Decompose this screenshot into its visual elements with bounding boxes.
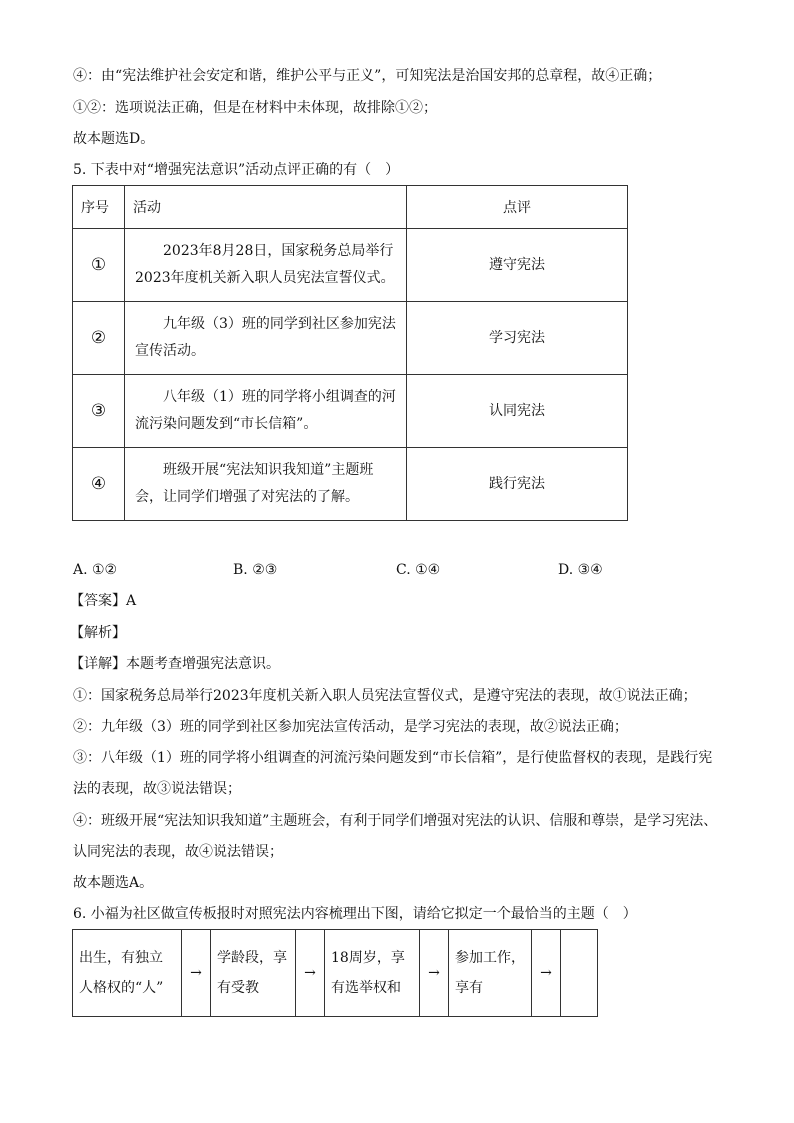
row-comment: 学习宪法 <box>407 302 628 375</box>
row-activity: 八年级（1）班的同学将小组调查的河流污染问题发到“市长信箱”。 <box>125 375 407 448</box>
question-6-stem: 6. 小福为社区做宣传板报时对照宪法内容梳理出下图，请给它拟定一个最恰当的主题（ ） <box>73 906 637 922</box>
row-num: ① <box>73 229 125 302</box>
question-5-stem: 5. 下表中对“增强宪法意识”活动点评正确的有（ ） <box>73 162 400 178</box>
explanation-line: ④：班级开展“宪法知识我知道”主题班会，有利于同学们增强对宪法的认识、信服和尊崇，是学习宪法、 <box>73 813 718 829</box>
flow-cell: 参加工作，享有 <box>449 930 532 1017</box>
header-num: 序号 <box>73 186 125 229</box>
row-comment: 认同宪法 <box>407 375 628 448</box>
arrow-icon: → <box>182 930 211 1017</box>
flow-cell: 出生，有独立人格权的“人” <box>73 930 182 1017</box>
option-c: C. ①④ <box>396 562 441 578</box>
answer: 【答案】A <box>70 593 137 609</box>
arrow-icon: → <box>296 930 325 1017</box>
flow-cell-empty <box>561 930 598 1017</box>
row-comment: 践行宪法 <box>407 448 628 521</box>
table-row <box>73 229 628 302</box>
row-num: ② <box>73 302 125 375</box>
activity-table <box>72 185 628 521</box>
header-comment: 点评 <box>407 186 628 229</box>
explanation-line: ③：八年级（1）班的同学将小组调查的河流污染问题发到“市长信箱”，是行使监督权的表现，是践行宪 <box>73 750 713 766</box>
flow-table <box>72 929 598 1017</box>
arrow-icon: → <box>532 930 561 1017</box>
row-activity: 2023年8月28日，国家税务总局举行2023年度机关新入职人员宪法宣誓仪式。 <box>125 229 407 302</box>
option-b: B. ②③ <box>233 562 278 578</box>
explanation-line: 法的表现，故③说法错误； <box>73 781 241 797</box>
line-1: ④：由“宪法维护社会安定和谐，维护公平与正义”，可知宪法是治国安邦的总章程，故④正确； <box>73 68 662 84</box>
arrow-icon: → <box>420 930 449 1017</box>
detail: 【详解】本题考查增强宪法意识。 <box>70 656 280 672</box>
option-d: D. ③④ <box>558 562 603 578</box>
line-3: 故本题选D。 <box>73 131 155 147</box>
explanation-line: 故本题选A。 <box>73 875 154 891</box>
table-header-row <box>73 186 628 229</box>
analysis-label: 【解析】 <box>70 625 126 641</box>
table-row <box>73 375 628 448</box>
table-row <box>73 302 628 375</box>
table-row <box>73 448 628 521</box>
line-2: ①②：选项说法正确，但是在材料中未体现，故排除①②； <box>73 100 437 116</box>
row-num: ④ <box>73 448 125 521</box>
option-a: A. ①② <box>73 562 118 578</box>
explanation-line: 认同宪法的表现，故④说法错误； <box>73 844 283 860</box>
row-activity: 九年级（3）班的同学到社区参加宪法宣传活动。 <box>125 302 407 375</box>
explanation-line: ①：国家税务总局举行2023年度机关新入职人员宪法宣誓仪式，是遵守宪法的表现，故①说法正确； <box>73 688 697 704</box>
flow-cell: 学龄段，享有受教 <box>211 930 296 1017</box>
header-activity: 活动 <box>125 186 407 229</box>
row-num: ③ <box>73 375 125 448</box>
explanation-line: ②：九年级（3）班的同学到社区参加宪法宣传活动，是学习宪法的表现，故②说法正确； <box>73 719 628 735</box>
row-activity: 班级开展“宪法知识我知道”主题班会，让同学们增强了对宪法的了解。 <box>125 448 407 521</box>
flow-cell: 18周岁，享有选举权和 <box>325 930 420 1017</box>
row-comment: 遵守宪法 <box>407 229 628 302</box>
